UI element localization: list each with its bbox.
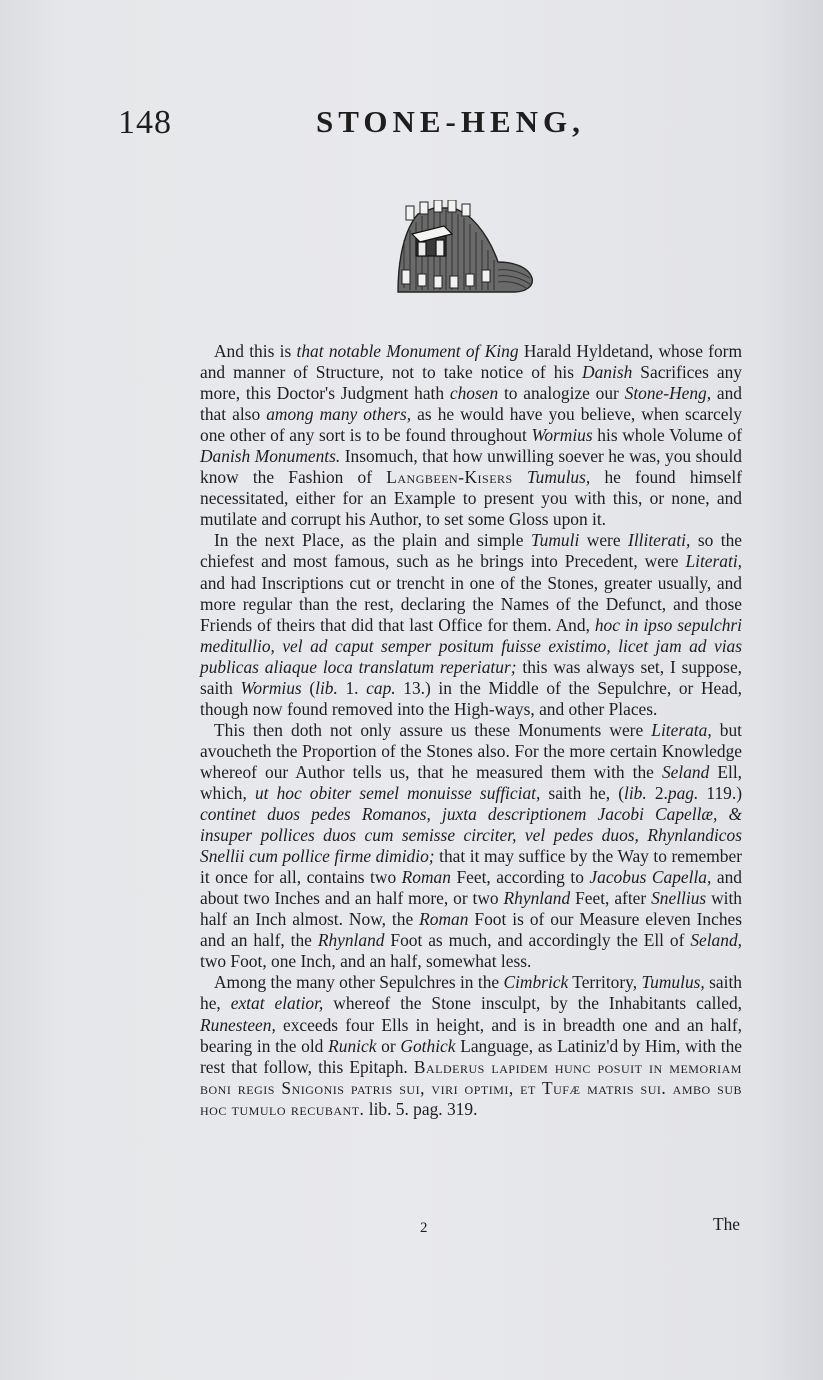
text-run: Harald Hyldetand, whose form and manner of Structure, not to take notice of his: [200, 341, 742, 383]
italic-run: cap.: [366, 677, 396, 698]
text-run: 119.): [698, 782, 742, 803]
italic-run: Literata,: [651, 719, 712, 740]
italic-run: Rhynland: [503, 888, 571, 909]
text-run: and had Inscriptions cut or trencht in one of the Stones, greater usually, and more regular than the rest, declaring the Names of the Defunct, and those Friends of theirs that did that last Office for them. And,: [200, 572, 742, 635]
text-run: Langbeen-Kisers: [386, 467, 513, 488]
italic-run: Snellius: [651, 888, 707, 909]
italic-run: Rhynland: [317, 930, 385, 951]
text-run: Among the many other Sepulchres in the: [214, 972, 504, 993]
italic-run: among many others,: [266, 404, 412, 425]
text-run: This then doth not only assure us these Monuments were: [214, 719, 652, 740]
italic-run: ut hoc obiter semel monuisse sufficiat,: [254, 782, 541, 803]
text-run: saith he,: [200, 972, 742, 1014]
tumulus-engraving: [394, 200, 534, 296]
italic-run: continet duos pedes Romanos, juxta descriptionem Jacobi Capellæ, & insuper pollices duos cum semisse circiter, vel pedes duos, Rhynlandicos Snellii cum pollice firme dimidio;: [200, 804, 742, 867]
text-run: [513, 467, 527, 487]
text-run: but avoucheth the Proportion of the Stones also. For the more certain Knowledge whereof our Author tells us, that he measured them with the: [200, 719, 742, 782]
text-run: and about two Inches and an half more, or two: [200, 867, 742, 909]
italic-run: Gothick: [400, 1035, 456, 1056]
text-run: Feet, after: [570, 888, 652, 909]
text-run: so the chiefest and most famous, such as he brings into Precedent, were: [200, 530, 743, 572]
runic-tumulus-stone-icon: [394, 200, 534, 296]
italic-run: lib.: [315, 677, 338, 698]
text-run: 2.: [646, 782, 668, 803]
text-run: that it may suffice by the Way to remember it once for all, contains two: [200, 846, 742, 888]
text-run: and that also: [200, 383, 742, 425]
text-run: Language, as Latiniz'd by Him, with the rest that follow, this Epitaph.: [200, 1035, 742, 1077]
italic-run: Wormius: [531, 425, 593, 446]
text-run: saith he, (: [540, 782, 625, 803]
italic-run: Roman: [401, 867, 451, 888]
main-text: [200, 341, 742, 1120]
text-run: Sacrifices any more, this Doctor's Judgment hath: [200, 362, 742, 404]
text-run: Insomuch, that how unwilling soever he was, you should know the Fashion of: [200, 446, 742, 488]
text-run: or: [376, 1035, 401, 1056]
text-run: this was always set, I suppose, saith: [200, 656, 743, 698]
text-run: And this is: [214, 341, 297, 361]
text-run: 1.: [337, 677, 367, 698]
paragraph: [200, 972, 742, 1119]
italic-run: hoc in ipso sepulchri meditullio, vel ad caput semper positum fuisse existimo, licet jam ad vias publicas aliaque loca translatum reperiatur;: [200, 614, 742, 677]
page-number: 148: [118, 104, 172, 141]
italic-run: Roman: [419, 909, 469, 930]
italic-run: Tumulus,: [526, 467, 591, 488]
italic-run: pag.: [667, 782, 699, 803]
text-run: two Foot, one Inch, and an half, somewhat less.: [200, 951, 532, 972]
italic-run: Seland,: [690, 930, 742, 951]
text-run: Foot as much, and accordingly the Ell of: [384, 930, 691, 951]
italic-run: Danish Monuments.: [200, 446, 341, 467]
running-title: STONE-HENG,: [316, 104, 585, 139]
text-run: Territory,: [568, 972, 642, 993]
text-run: lib. 5. pag. 319.: [364, 1098, 478, 1119]
italic-run: Tumulus,: [641, 972, 705, 993]
italic-run: Jacobus Capella,: [589, 867, 712, 888]
text-run: Ell, which,: [200, 761, 743, 803]
paragraph: [200, 720, 742, 973]
text-run: 13.) in the Middle of the Sepulchre, or Head, though now found removed into the High-ways, and other Places.: [200, 677, 743, 719]
text-run: were: [579, 530, 629, 551]
text-run: to analogize our: [498, 383, 625, 404]
paragraph: [200, 530, 742, 719]
text-run: whereof the Stone insculpt, by the Inhabitants called,: [323, 993, 743, 1014]
text-run: In the next Place, as the plain and simple: [214, 530, 531, 551]
italic-run: Wormius: [240, 677, 302, 698]
text-run: with half an Inch almost. Now, the: [200, 888, 743, 930]
italic-run: Runick: [328, 1035, 377, 1056]
text-run: Feet, according to: [450, 867, 590, 888]
italic-run: lib.: [624, 782, 647, 803]
text-run: as he would have you believe, when scarcely one other of any sort is to be found throughout: [200, 404, 742, 446]
italic-run: Tumuli: [530, 530, 580, 551]
italic-run: Stone-Heng,: [624, 383, 712, 404]
page-footer: [200, 1214, 742, 1238]
text-run: he found himself necessitated, either for an Example to present you with this, or none, and mutilate and corrupt his Author, to set some Gloss upon it.: [200, 467, 742, 530]
italic-run: that notable Monument of King: [296, 341, 519, 361]
text-run: (: [301, 677, 316, 698]
italic-run: Illiterati,: [628, 530, 691, 551]
text-run: Foot is of our Measure eleven Inches and an half, the: [200, 909, 742, 951]
italic-run: Literati,: [685, 551, 742, 572]
text-run: Balderus lapidem hunc posuit in memoriam boni regis Snigonis patris sui, viri optimi, et Tufæ matris sui. ambo sub hoc tumulo recubant.: [200, 1056, 742, 1119]
italic-run: Runesteen,: [200, 1014, 276, 1035]
italic-run: chosen: [449, 383, 499, 404]
text-run: his whole Volume of: [592, 425, 742, 446]
italic-run: extat elatior,: [230, 993, 324, 1014]
signature-mark: 2: [420, 1220, 428, 1236]
catchword: The: [712, 1214, 740, 1234]
italic-run: Cimbrick: [503, 972, 569, 993]
italic-run: Seland: [661, 761, 710, 782]
text-run: exceeds four Ells in height, and is in breadth one and an half, bearing in the old: [200, 1014, 742, 1056]
italic-run: Danish: [582, 362, 633, 383]
paragraph: [200, 341, 742, 530]
